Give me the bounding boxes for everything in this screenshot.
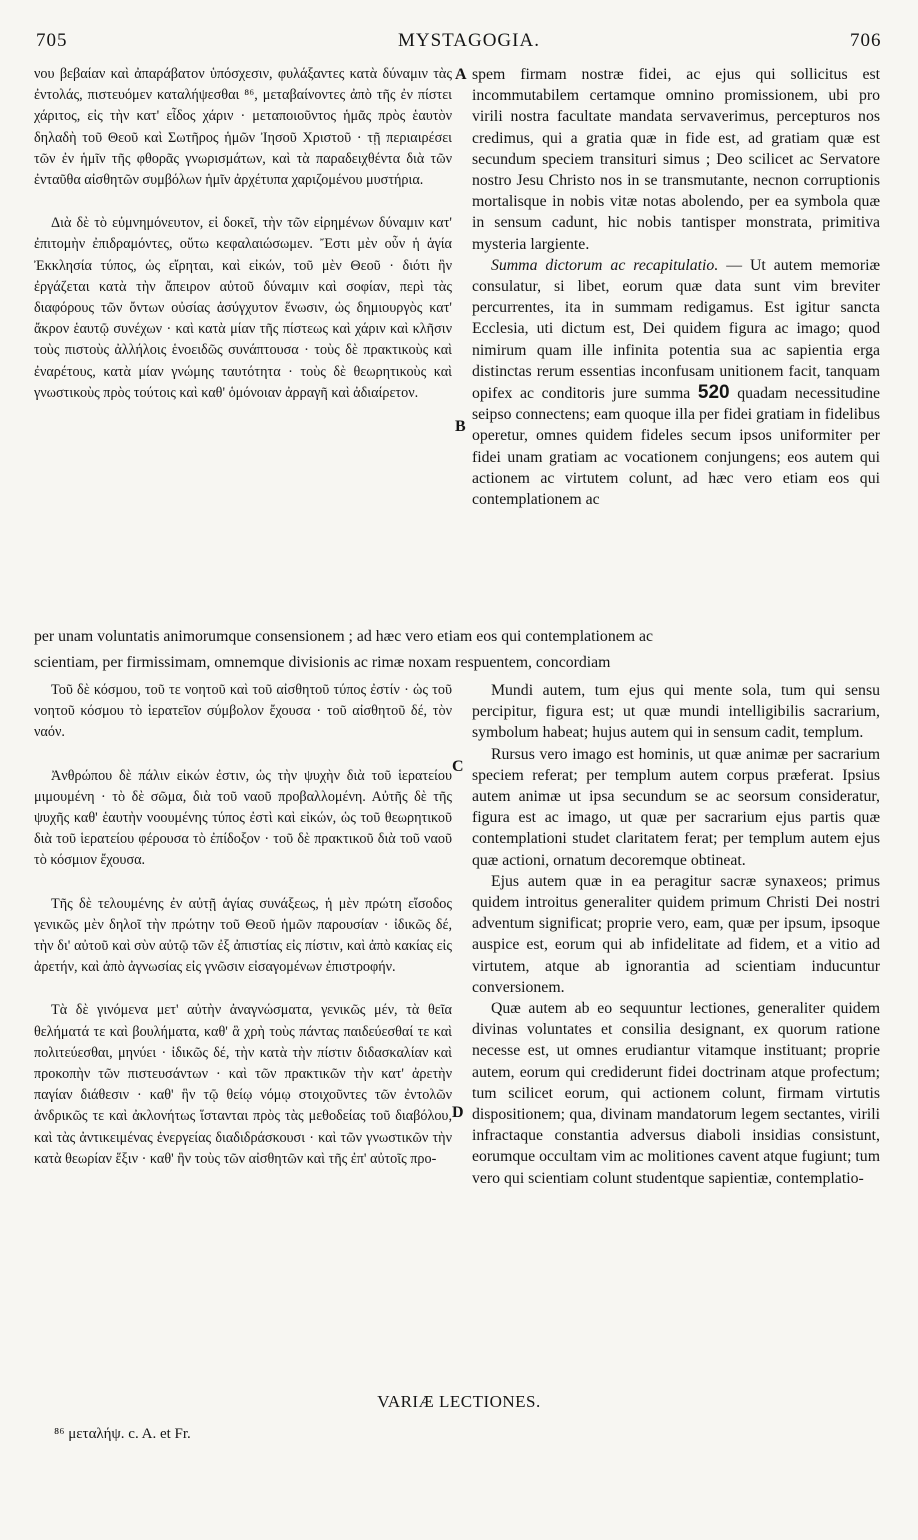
- latin-paragraph: spem firmam nostræ fidei, ac ejus qui sollicitus est incommutabilem certamque omnino promissionem, ubi pro virili nostra facultate mandata servaverimus, percepturos nos credimus, qui a gratia quæ in fide est, ad gratiam quæ est secundum speciem transituri simus ; Deo scilicet ac Servatore nostro Jesu Christo nos in se transmutante, necnon corruptionis mortalisque in nobis vitæ notas abolendo, per ea symbola quæ in sensum cadunt, hic nobis tantisper monstrata, primitiva mysteria largiente.: [472, 66, 880, 253]
- page-number-left: 705: [36, 30, 68, 51]
- latin-column-bottom: [472, 680, 880, 1189]
- greek-paragraph: Διὰ δὲ τὸ εὐμνημόνευτον, εἰ δοκεῖ, τὴν τῶν εἰρημένων δύναμιν κατ' ἐπιτομὴν ἐπιδραμόντες, οὕτω κεφαλαιώσωμεν. Ἔστι μὲν οὖν ἡ ἁγία Ἐκκλησία τύπος, ὡς εἴρηται, καὶ εἰκών, τοῦ μὲν Θεοῦ · διότι ἣν ἐργάζεται κατὰ τὴν ἄπειρον αὐτοῦ δύναμιν καὶ σοφίαν, περὶ τὰς διαφόρους τῶν ὄντων οὐσίας ἀσύγχυτον ἕνωσιν, ὡς δημιουργὸς κατ' ἄκρον ἑαυτῷ συνέχων · καὶ κατὰ μίαν τῆς πίστεως καὶ χάριν καὶ κλῆσιν τοὺς πιστοὺς ἀλλήλοις ἑνοειδῶς συνάπτουσα · τοὺς δὲ πρακτικοὺς καὶ ἐναρέτους, κατὰ μίαν γνώμης ταυτότητα · τοὺς δὲ θεωρητικοὺς καὶ γνωστικοὺς πρὸς τούτοις καὶ καθ' ὁμόνοιαν ἀρραγῆ καὶ ἀδιαίρετον.: [34, 215, 452, 401]
- latin-text: quadam necessitudine seipso connectens; eam quoque illa per fidei gratiam in fidelibus operetur, omnes quidem fideles secum ipsos uniformiter per fidei unam gratiam ac vocationem conjungens; eos autem qui actionem ac virtutem colunt, ad hæc vero etiam eos qui contemplationem ac: [472, 385, 881, 509]
- latin-column-top: [472, 64, 880, 510]
- greek-paragraph: Τοῦ δὲ κόσμου, τοῦ τε νοητοῦ καὶ τοῦ αἰσθητοῦ τύπος ἐστίν · ὡς τοῦ νοητοῦ κόσμου τὸ ἱερατεῖον σύμβολον ἔχουσα · τοῦ αἰσθητοῦ δέ, τὸν ναόν.: [34, 682, 452, 741]
- column-number: 520: [697, 382, 730, 404]
- latin-paragraph: Rursus vero imago est hominis, ut quæ animæ per sacrarium speciem referat; per templum autem corpus præferat. Ipsius autem animæ ut ipsa secundum se ac seorsum consideratur, figura est ac imago, ut quæ per sacrarium ejus partis quæ contemplationi studet claritatem ferat; per templum autem ejus quæ actioni, ornatum decoremque obtineat.: [472, 745, 880, 869]
- section-title: Summa dictorum ac recapitulatio.: [490, 256, 719, 274]
- margin-letter-b: B: [455, 418, 466, 435]
- greek-paragraph: Ἀνθρώπου δὲ πάλιν εἰκών ἐστιν, ὡς τὴν ψυχὴν διὰ τοῦ ἱερατείου μιμουμένη · τὸ δὲ σῶμα, διὰ τοῦ ναοῦ προβαλλομένη. Αὐτῆς δὲ τῆς ψυχῆς καθ' ἑαυτὴν νοουμένης τύπος ἐστὶ καὶ εἰκών, ὡς τοῦ θεωρητικοῦ διὰ τοῦ ἱερατείου φέρουσα τὸ ἐπίδοξον · τοῦ δὲ πρακτικοῦ διὰ τοῦ ναοῦ τὸ κόσμιον ἔχουσα.: [34, 767, 452, 869]
- greek-paragraph: Τὰ δὲ γινόμενα μετ' αὐτὴν ἀναγνώσματα, γενικῶς μέν, τὰ θεῖα θελήματά τε καὶ βουλήματα, καθ' ἃ χρὴ τοὺς πάντας παιδεύεσθαί τε καὶ πολιτεύεσθαι, μηνύει · ἰδικῶς δέ, τὴν κατὰ τὴν πίστιν διδασκαλίαν καὶ προκοπὴν τῶν πιστευσάντων · καὶ τῶν πρακτικῶν τὴν κατ' ἀρετὴν παγίαν διάθεσιν · καθ' ἣν τῷ θείῳ νόμῳ στοιχοῦντες τῶν ἐντολῶν ἀνδρικῶς τε καὶ ἀκλονήτως ἵστανται πρὸς τὰς μεθοδείας τοῦ διαβόλου, καὶ τὰς ἀντικειμένας ἐνεργείας διαδιδράσκουσι · καὶ τῶν γνωστικῶν τὴν κατὰ θεωρίαν ἕξιν · καθ' ἣν τοὺς τῶν αἰσθητῶν καὶ τῆς ἐπ' αὐτοῖς προ-: [34, 1002, 452, 1167]
- margin-letter-d: D: [452, 1104, 464, 1121]
- full-width-line: scientiam, per firmissimam, omnemque divisionis ac rimæ noxam respuentem, concordiam: [34, 654, 611, 671]
- latin-paragraph: Quæ autem ab eo sequuntur lectiones, generaliter quidem divinas voluntates et consilia designant, ex quorum ratione necesse est, ut omnes erudiantur vitamque instituant; proprie autem, eorum qui crediderunt fidei doctrinam atque profectum; tum scilicet eorum, qui actionem colunt, firmam virtutis dispositionem; qua, divinam mandatorum legem sectantes, virili infractaque constantia adversus diaboli insidias consistunt, eorumque occultam vim ac molitiones cavent atque fugiunt; tum vero qui scientiam colunt studentque sapientiæ, contemplatio-: [472, 1000, 880, 1187]
- greek-paragraph: Τῆς δὲ τελουμένης ἐν αὐτῇ ἁγίας συνάξεως, ἡ μὲν πρώτη εἴσοδος γενικῶς μὲν δηλοῖ τὴν πρώτην τοῦ Θεοῦ ἡμῶν παρουσίαν · ἰδικῶς δέ, τὴν δι' αὐτοῦ καὶ σὺν αὐτῷ τῶν ἐξ ἀπιστίας εἰς πίστιν, καὶ ἀπὸ κακίας εἰς ἀρετήν, καὶ ἀπὸ ἀγνωσίας εἰς γνῶσιν εἰσαγομένων ἐπιστροφήν.: [34, 895, 452, 976]
- margin-letter-c: C: [452, 758, 464, 775]
- latin-text: — Ut autem memoriæ consulatur, si libet, eorum quæ data sunt vim breviter percurrentes, ita in summam redigamus. Est igitur sancta Ecclesia, uti dictum est, Dei quidem figura ac imago; quod nimirum quam ille infinita potentia sua ac sapientia erga distinctas rerum essentias inconfusam unitionem facit, tanquam opifex ac conditoris jure summa: [472, 256, 880, 403]
- page-number-right: 706: [850, 30, 882, 51]
- latin-paragraph: [472, 255, 880, 510]
- latin-paragraph: Ejus autem quæ in ea peragitur sacræ synaxeos; primus quidem introitus generaliter quidem primum Christi Dei nostri adventum significat; proprie vero, eam, quæ per ipsum, ipsoque auspice est, eorum qui ab infidelitate ad fidem, et a vitio ad virtutem, atque ab ignorantia ad scientiam inducuntur conversionem.: [472, 872, 880, 996]
- margin-letter-a: A: [455, 66, 467, 83]
- running-title: MYSTAGOGIA.: [398, 30, 540, 51]
- footnote: ⁸⁶ μεταλήψ. c. A. et Fr.: [54, 1426, 191, 1442]
- greek-paragraph: νου βεβαίαν καὶ ἀπαράβατον ὑπόσχεσιν, φυλάξαντες κατὰ δύναμιν τὰς ἐντολάς, πιστευόμεν καταλήψεσθαι ⁸⁶, μεταβαίνοντες ἀπὸ τῆς ἐν πίστει χάριτος, εἰς τὴν κατ' εἶδος χάριν · μεταποιοῦντος ἡμᾶς πρὸς ἑαυτὸν δηλαδὴ τοῦ Θεοῦ καὶ Σωτῆρος ἡμῶν Ἰησοῦ Χριστοῦ · τῇ περιαιρέσει τῶν ἐν ἡμῖν τῆς φθορᾶς γνωρισμάτων, καὶ τὰ παραδειχθέντα διὰ τῶν ἐνταῦθα αἰσθητῶν συμβόλων ἡμῖν ἀρχέτυπα χαριζομένου μυστήρια.: [34, 66, 452, 189]
- variae-lectiones-title: VARIÆ LECTIONES.: [377, 1392, 541, 1411]
- greek-column-top: [34, 64, 452, 404]
- full-width-line: per unam voluntatis animorumque consensionem ; ad hæc vero etiam eos qui contemplationem ac: [34, 628, 653, 645]
- greek-column-bottom: [34, 680, 452, 1170]
- latin-paragraph: Mundi autem, tum ejus qui mente sola, tum qui sensu percipitur, figura est; ut quæ mundi intelligibilis sacrarium, symbolum habeat; hujus autem qui in sensum cadit, templum.: [472, 682, 880, 742]
